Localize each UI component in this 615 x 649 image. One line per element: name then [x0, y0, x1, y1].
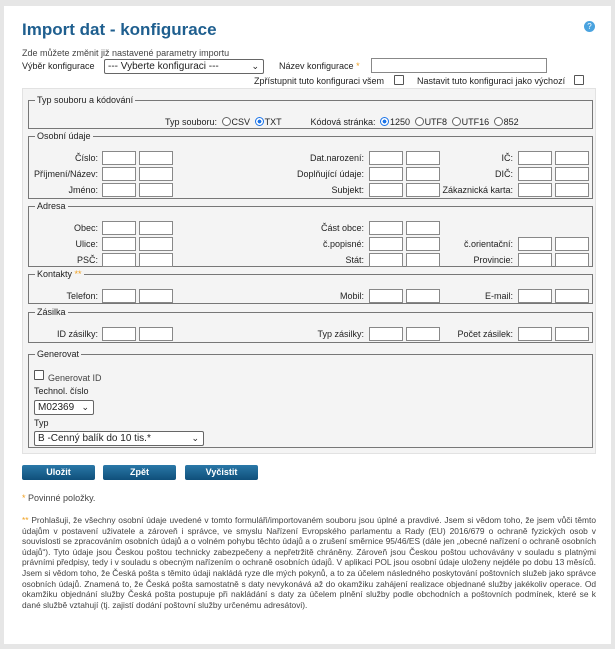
- field-input[interactable]: [406, 151, 440, 165]
- field-input[interactable]: [369, 151, 403, 165]
- field-label: Ulice:: [75, 239, 98, 249]
- generate-id-label: Generovat ID: [48, 373, 102, 383]
- radio-label: 1250: [390, 117, 411, 127]
- field-input[interactable]: [555, 167, 589, 181]
- default-config-checkbox[interactable]: [574, 75, 584, 85]
- field-input[interactable]: [102, 183, 136, 197]
- chevron-down-icon: ⌄: [81, 402, 89, 412]
- type-select[interactable]: [34, 431, 204, 446]
- field-input[interactable]: [102, 289, 136, 303]
- radio-label: UTF16: [461, 117, 490, 127]
- share-config-label: Zpřístupnit tuto konfiguraci všem: [254, 76, 385, 86]
- field-label: Zákaznická karta:: [442, 185, 513, 195]
- field-input[interactable]: [102, 221, 136, 235]
- field-input[interactable]: [139, 167, 173, 181]
- field-label: Jméno:: [68, 185, 98, 195]
- radio-label: UTF8: [424, 117, 448, 127]
- config-name-label: [279, 61, 360, 71]
- required-mark: *: [22, 493, 26, 503]
- field-input[interactable]: [139, 289, 173, 303]
- tech-number-select[interactable]: [34, 400, 94, 415]
- field-input[interactable]: [139, 237, 173, 251]
- generate-section: [28, 349, 593, 448]
- field-input[interactable]: [518, 151, 552, 165]
- config-name-input[interactable]: [371, 58, 547, 73]
- generate-id-checkbox[interactable]: [34, 370, 44, 380]
- field-label: č.popisné:: [322, 239, 364, 249]
- field-input[interactable]: [518, 327, 552, 341]
- radio-label: TXT: [264, 117, 282, 127]
- type-label: Typ: [34, 418, 49, 428]
- field-label: Mobil:: [339, 291, 364, 301]
- field-input[interactable]: [369, 183, 403, 197]
- field-label: Subjekt:: [331, 185, 364, 195]
- field-input[interactable]: [369, 327, 403, 341]
- field-input[interactable]: [406, 167, 440, 181]
- field-input[interactable]: [555, 253, 589, 267]
- field-label: Část obce:: [320, 223, 364, 233]
- declaration-text: Prohlašuji, že všechny osobní údaje uvedené v tomto formuláři/importovaném souboru jsou úplné a pravdivé. Jsem si vědom toho, že jsem vůči těmto údajům v postavení uživatele a zároveň i správce, ve smyslu Nařízení Evropského parlamentu a Rady (EU) 2016/679 o ochraně fyzických osob v souvislosti se zpracováním osobních údajů a o volném pohybu těchto údajů a o zrušení směrnice 95/46/ES (dále jen „obecné nařízení o ochraně osobních údajů“). Tyto údaje jsou Českou poštou technicky zabezpečeny a nepřetržitě chráněny. Zároveň jsou Českou poštou uchovávány v souladu s platnými právními předpisy, tedy i v souladu s obecným nařízením o ochraně osobních údajů. V aplikaci POL jsou osobní údaje uloženy nejdéle po dobu 13 měsíců. Jsem si vědom toho, že Česká pošta s těmito údaji nakládá ryze dle mých pokynů, a to za účelem následného poskytování poštovních služeb jako správce osobních údajů. Znamená to, že Česká pošta samostatně s daty nevykonává až do okamžiku zahájení realizace objednané služby jakékoliv operace. Od okamžiku objednání služby Česká pošta postupuje při nakládání s daty za účelem plnění služby podle obchodních a poštovních podmínek, které se k dané službě vztahují (tj. zajistí dodání poštovní služby určenému adresátovi).: [22, 515, 597, 610]
- page-title: Import dat - konfigurace: [22, 20, 217, 39]
- field-input[interactable]: [369, 289, 403, 303]
- field-input[interactable]: [518, 289, 552, 303]
- field-label: Stát:: [345, 255, 364, 265]
- legend-text: Kontakty: [37, 269, 73, 279]
- field-label: Příjmení/Název:: [33, 169, 98, 179]
- section-legend: Zásilka: [37, 307, 66, 317]
- field-label: IČ:: [501, 153, 513, 163]
- field-label: Dat.narození:: [309, 153, 364, 163]
- field-input[interactable]: [139, 327, 173, 341]
- field-label: DIČ:: [495, 169, 513, 179]
- field-input[interactable]: [102, 237, 136, 251]
- import-config-page: [4, 6, 611, 644]
- field-label: ID zásilky:: [56, 329, 98, 339]
- field-label: E-mail:: [484, 291, 513, 301]
- chevron-down-icon: ⌄: [251, 61, 259, 71]
- file-type-label: Typ souboru:: [165, 117, 218, 127]
- field-input[interactable]: [102, 167, 136, 181]
- config-name-text: Název konfigurace: [279, 61, 354, 71]
- gdpr-declaration: [22, 515, 596, 610]
- field-label: Číslo:: [74, 153, 98, 163]
- field-input[interactable]: [139, 253, 173, 267]
- radio-label: CSV: [231, 117, 251, 127]
- field-input[interactable]: [369, 221, 403, 235]
- back-button[interactable]: Zpět: [103, 465, 176, 480]
- contacts-section: [28, 269, 593, 304]
- field-label: Provincie:: [473, 255, 513, 265]
- section-legend: [35, 269, 84, 279]
- field-input[interactable]: [369, 167, 403, 181]
- radio-txt[interactable]: [255, 117, 264, 126]
- help-icon[interactable]: ?: [584, 21, 595, 32]
- field-input[interactable]: [406, 221, 440, 235]
- field-input[interactable]: [555, 327, 589, 341]
- field-label: Obec:: [73, 223, 98, 233]
- field-input[interactable]: [102, 151, 136, 165]
- chevron-down-icon: ⌄: [191, 433, 199, 443]
- field-input[interactable]: [555, 151, 589, 165]
- field-label: Počet zásilek:: [457, 329, 513, 339]
- personal-section: [28, 131, 593, 199]
- field-input[interactable]: [369, 253, 403, 267]
- field-input[interactable]: [139, 221, 173, 235]
- field-input[interactable]: [518, 183, 552, 197]
- tech-number-value: M02369: [38, 402, 75, 413]
- field-input[interactable]: [555, 237, 589, 251]
- radio-label: 852: [503, 117, 519, 127]
- share-config-checkbox[interactable]: [394, 75, 404, 85]
- field-input[interactable]: [555, 183, 589, 197]
- required-mark: **: [74, 269, 82, 279]
- field-input[interactable]: [555, 289, 589, 303]
- intro-text: Zde můžete změnit již nastavené parametry importu: [22, 48, 230, 58]
- radio-852[interactable]: [494, 117, 503, 126]
- field-label: Telefon:: [66, 291, 98, 301]
- radio-utf8[interactable]: [415, 117, 424, 126]
- config-select-label: Výběr konfigurace: [22, 61, 95, 71]
- config-select-value: --- Vyberte konfiguraci ---: [108, 61, 219, 72]
- field-label: Typ zásilky:: [317, 329, 364, 339]
- config-select[interactable]: [104, 59, 264, 74]
- shipment-section: [28, 307, 593, 343]
- required-mark: *: [356, 61, 360, 71]
- address-section: [28, 201, 593, 267]
- field-input[interactable]: [406, 289, 440, 303]
- section-legend: Adresa: [37, 201, 66, 211]
- field-input[interactable]: [102, 253, 136, 267]
- save-button[interactable]: Uložit: [22, 465, 95, 480]
- field-input[interactable]: [518, 167, 552, 181]
- field-input[interactable]: [406, 327, 440, 341]
- section-legend: Generovat: [37, 349, 80, 359]
- required-note: [22, 493, 95, 503]
- radio-1250[interactable]: [380, 117, 389, 126]
- field-input[interactable]: [406, 237, 440, 251]
- radio-csv[interactable]: [222, 117, 231, 126]
- field-label: Doplňující údaje:: [296, 169, 364, 179]
- tech-number-label: Technol. číslo: [34, 386, 89, 396]
- declaration-mark: **: [22, 515, 29, 525]
- radio-utf16[interactable]: [452, 117, 461, 126]
- field-input[interactable]: [139, 183, 173, 197]
- field-input[interactable]: [406, 253, 440, 267]
- field-input[interactable]: [518, 237, 552, 251]
- code-page-label: Kódová stránka:: [310, 117, 376, 127]
- default-config-label: Nastavit tuto konfiguraci jako výchozí: [417, 76, 566, 86]
- field-label: č.orientační:: [463, 239, 513, 249]
- clear-button[interactable]: Vyčistit: [185, 465, 258, 480]
- required-note-text: Povinné položky.: [28, 493, 96, 503]
- file-type-group: [165, 117, 519, 127]
- field-input[interactable]: [518, 253, 552, 267]
- field-input[interactable]: [406, 183, 440, 197]
- field-input[interactable]: [139, 151, 173, 165]
- section-legend: Osobní údaje: [37, 131, 91, 141]
- file-type-section: [28, 95, 593, 129]
- config-panel: [22, 88, 596, 454]
- field-input[interactable]: [369, 237, 403, 251]
- section-legend: Typ souboru a kódování: [37, 95, 134, 105]
- field-label: PSČ:: [76, 255, 98, 265]
- field-input[interactable]: [102, 327, 136, 341]
- type-value: B -Cenný balík do 10 tis.*: [38, 433, 151, 444]
